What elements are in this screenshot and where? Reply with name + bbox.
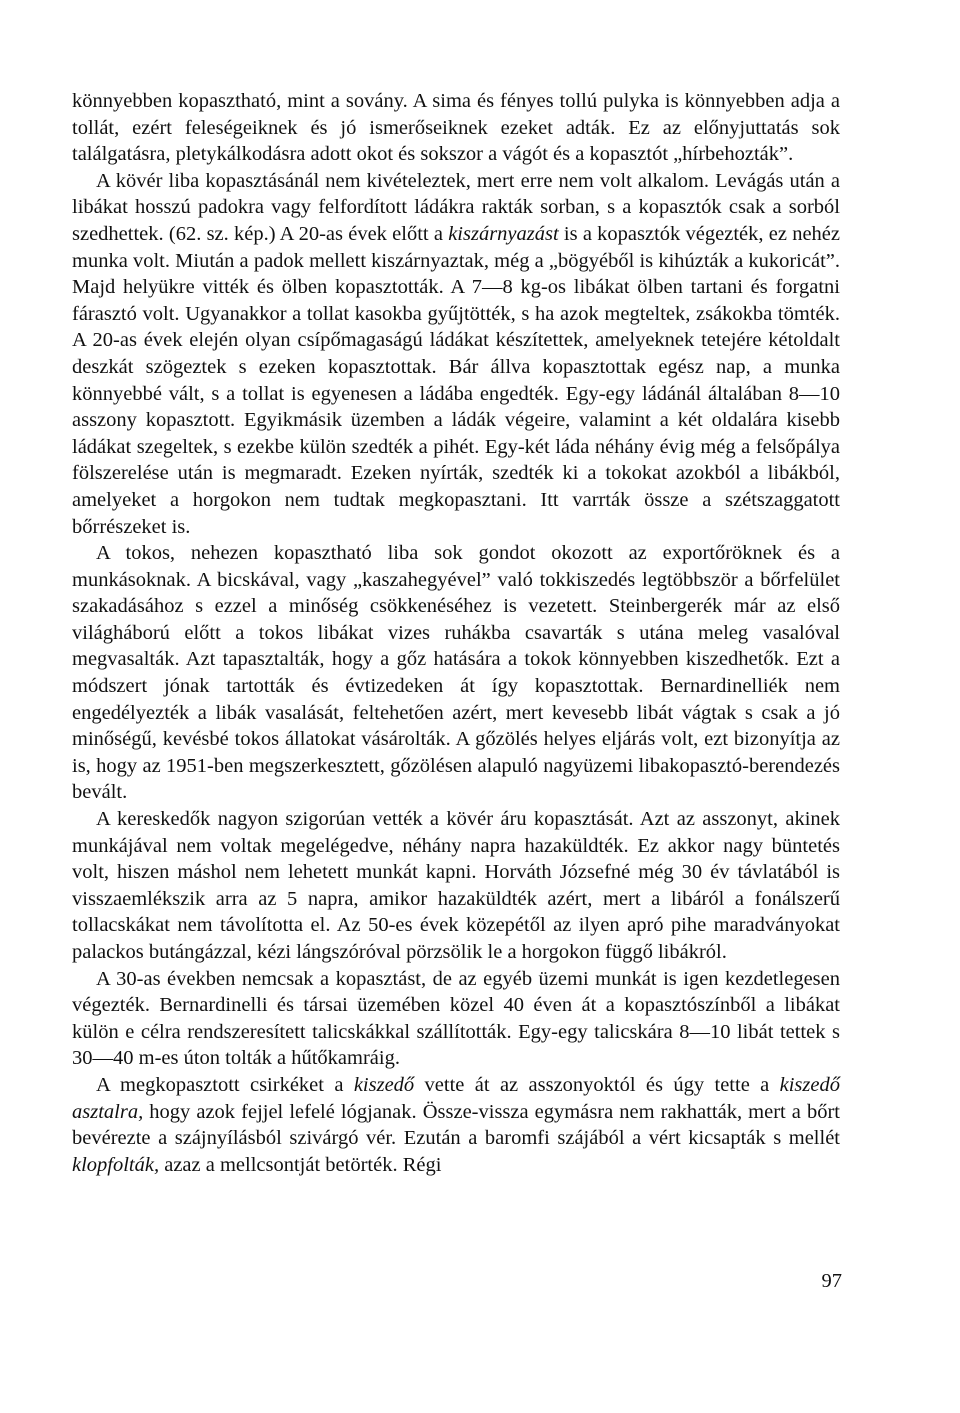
paragraph-4 bbox=[72, 806, 840, 966]
text-run: is a kopasztók végezték, ez nehéz munka volt. Miután a padok mellett kiszárnyaztak, még a „bögyéből is kihúzták a kukoricát”. Majd helyükre vitték és ölben kopasztották. A 7—8 kg-os libákat ölben tartani és forgatni fárasztó volt. Ugyanakkor a tollat kasokba gyűjtötték, s ha azok megteltek, zsákokba tömték. A 20-as évek elején olyan csípőmagaságú ládákat készítettek, amelyeknek tetejére kétoldalt deszkát szögeztek s ezeken kopasztottak. Bár állva kopasztottak egész nap, a munka könnyebbé vált, s a tollat is egyenesen a ládába engedték. Egy-egy ládánál általában 8—10 asszony kopasztott. Egyikmásik üzemben a ládák végeire, valamint a két oldalára kisebb ládákat szegeltek, s ezekbe külön szedték a pihét. Egy-két láda néhány évig még a felsőpálya fölszerelése után is megmaradt. Ezeken nyírták, szedték ki a tokokat azokból a libákból, amelyeket a horgokon nem tudtak megkopasztani. Itt varrták össze a szétszaggatott bőrrészeket is. bbox=[72, 222, 840, 538]
text-run: A tokos, nehezen kopasztható liba sok gondot okozott az exportőröknek és a munkásoknak. A bicskával, vagy „kaszahegyével” való tokkiszedés legtöbbször a bőrfelület szakadásához s ezzel a minőség csökkenéséhez is vezetett. Steinbergerék már az első világháború előtt a tokos libákat vizes ruhákba csavarták s utána meleg vasalóval megvasalták. Azt tapasztalták, hogy a gőz hatására a tokok könnyebben kiszedhetők. Ezt a módszert jónak tartották és évtizedeken át így kopasztottak. Bernardinelliék nem engedélyezték a libák vasalását, feltehetően azért, mert kevesebb libát vágtak s csak a jó minőségű, kevésbé tokos állatokat vásárolták. A gőzölés helyes eljárás volt, ezt bizonyítja az is, hogy az 1951-ben megszerkesztett, gőzölésen alapuló nagyüzemi libakopasztó-berendezés bevált. bbox=[72, 542, 840, 804]
paragraph-3 bbox=[72, 540, 840, 806]
page-number: 97 bbox=[821, 1270, 842, 1292]
text-run: A kövér liba kopasztásánál nem kivételeztek, mert erre nem volt alkalom. Levágás után a libákat hosszú padokra vagy felfordított ládákra rakták sorban, s a kopasztók csak a sorból szedhettek. (62. sz. kép.) A 20-as évek előtt a bbox=[72, 169, 840, 245]
paragraph-2 bbox=[72, 168, 840, 540]
italic-term: kiszárnyazást bbox=[448, 222, 559, 245]
text-run: vette át az asszonyoktól és úgy tette a bbox=[414, 1073, 780, 1096]
italic-term: kiszedő asztalra, bbox=[72, 1073, 840, 1123]
text-run: könnyebben kopasztható, mint a sovány. A sima és fényes tollú pulyka is könnyebben adja a tollát, ezért feleségeiknek és jó ismerőseiknek ezeket adták. Ez az előnyjuttatás sok találgatásra, pletykálkodásra adott okot és sokszor a vágót és a kopasztót „hírbehozták”. bbox=[72, 90, 840, 166]
text-run: A kereskedők nagyon szigorúan vették a kövér áru kopasztását. Azt az asszonyt, akinek munkájával nem voltak megelégedve, néhány napra hazaküldték. Ez akkor nagy büntetés volt, hiszen máshol nem lehetett munkát kapni. Horváth Józsefné még 30 év távlatából is visszaemlékszik arra az 5 napra, amikor hazaküldték azért, mert a libáról a fonálszerű tollacskákat nem távolította el. Az 50-es évek közepétől az ilyen apró pihe maradványokat palackos butángázzal, kézi lángszóróval pörzsölik le a horgokon függő libákról. bbox=[72, 808, 840, 963]
text-run: hogy azok fejjel lefelé lógjanak. Össze-vissza egymásra nem rakhatták, mert a bőrt bevérezte a szájnyílásból szivárgó vér. Ezután a baromfi szájából a vért kicsapták s mellét bbox=[72, 1100, 840, 1150]
italic-term: klopfolták, bbox=[72, 1153, 160, 1176]
italic-term: kiszedő bbox=[353, 1073, 415, 1096]
paragraph-1 bbox=[72, 88, 840, 168]
text-run: A megkopasztott csirkéket a bbox=[96, 1073, 354, 1096]
paragraph-5 bbox=[72, 966, 840, 1072]
page-body bbox=[72, 88, 840, 1178]
text-run: A 30-as években nemcsak a kopasztást, de az egyéb üzemi munkát is igen kezdetlegesen végezték. Bernardinelli és társai üzemében közel 40 éven át a kopasztószínből a libákat külön e célra rendszeresített talicskákkal szállították. Egy-egy talicskára 8—10 libát tettek s 30—40 m-es úton tolták a hűtőkamráig. bbox=[72, 967, 840, 1070]
paragraph-6 bbox=[72, 1072, 840, 1178]
text-run: azaz a mellcsontját betörték. Régi bbox=[159, 1153, 442, 1176]
